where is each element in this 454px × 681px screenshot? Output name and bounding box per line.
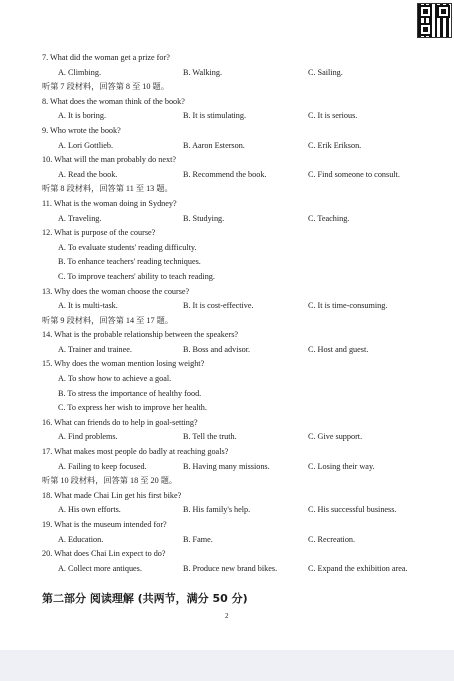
option-a: A. Trainer and trainee. [58,344,132,354]
question-stem: 11. What is the woman doing in Sydney? [42,198,177,208]
qr-code-icon [417,3,452,38]
option-row [42,533,422,548]
option-c: C. Host and guest. [308,344,369,354]
viewer-bottom-bar [0,650,454,681]
option-a: A. Find problems. [58,432,118,442]
question-stem: 8. What does the woman think of the book? [42,96,185,106]
listening-instruction: 听第 8 段材料，回答第 11 至 13 题。 [42,184,173,194]
question-stem: 9. Who wrote the book? [42,125,121,135]
option-a: A. Read the book. [58,169,118,179]
option-row [42,503,422,518]
option-c: C. Losing their way. [308,461,375,471]
option-line: B. To enhance teachers' reading techniques. [58,257,201,267]
listening-instruction: 听第 7 段材料，回答第 8 至 10 题。 [42,82,169,92]
option-a: A. Collect more antiques. [58,563,142,573]
listening-instruction: 听第 10 段材料，回答第 18 至 20 题。 [42,476,178,486]
option-row [42,460,422,475]
option-b: B. Studying. [183,213,225,223]
option-line: C. To express her wish to improve her health. [58,403,207,413]
option-line: B. To stress the importance of healthy food. [58,388,202,398]
option-c: C. Expand the exhibition area. [308,563,408,573]
option-b: B. It is cost-effective. [183,301,254,311]
option-a: A. Climbing. [58,67,101,77]
option-b: B. Having many missions. [183,461,270,471]
option-a: A. Education. [58,534,104,544]
option-c: C. It is serious. [308,111,358,121]
option-c: C. It is time-consuming. [308,301,388,311]
option-row [42,430,422,445]
question-stem: 10. What will the man probably do next? [42,155,177,165]
question-stem: 15. Why does the woman mention losing weight? [42,359,205,369]
question-stem: 20. What does Chai Lin expect to do? [42,549,166,559]
question-list [42,51,422,576]
option-row [42,299,422,314]
option-a: A. Lori Gottlieb. [58,140,114,150]
option-row [42,66,422,81]
option-b: B. Produce new brand bikes. [183,563,278,573]
section-heading: 第二部分 阅读理解 (共两节，满分 50 分) [42,592,248,605]
option-a: A. It is boring. [58,111,106,121]
question-stem: 17. What makes most people do badly at reaching goals? [42,447,229,457]
option-c: C. Erik Erikson. [308,140,362,150]
option-c: C. Teaching. [308,213,350,223]
option-b: B. It is stimulating. [183,111,247,121]
question-stem: 14. What is the probable relationship between the speakers? [42,330,239,340]
option-row [42,139,422,154]
option-c: C. Sailing. [308,67,343,77]
option-line: A. To show how to achieve a goal. [58,374,172,384]
option-b: B. Recommend the book. [183,169,267,179]
question-stem: 7. What did the woman get a prize for? [42,53,170,62]
option-b: B. His family's help. [183,505,251,515]
option-c: C. Recreation. [308,534,356,544]
option-b: B. Aaron Esterson. [183,140,245,150]
question-stem: 16. What can friends do to help in goal-setting? [42,417,198,427]
option-a: A. His own efforts. [58,505,121,515]
option-c: C. Give support. [308,432,363,442]
option-a: A. It is multi-task. [58,301,118,311]
option-row [42,212,422,227]
option-line: C. To improve teachers' ability to teach reading. [58,271,215,281]
option-line: A. To evaluate students' reading difficulty. [58,242,197,252]
option-b: B. Tell the truth. [183,432,237,442]
question-stem: 13. Why does the woman choose the course? [42,286,190,296]
question-stem: 12. What is purpose of the course? [42,228,156,238]
option-b: B. Walking. [183,67,222,77]
page-number: 2 [225,612,229,620]
option-b: B. Boss and advisor. [183,344,251,354]
option-row [42,562,422,577]
question-stem: 18. What made Chai Lin get his first bike? [42,490,182,500]
option-a: A. Failing to keep focused. [58,461,147,471]
option-row [42,343,422,358]
option-a: A. Traveling. [58,213,102,223]
option-c: C. Find someone to consult. [308,169,400,179]
listening-instruction: 听第 9 段材料，回答第 14 至 17 题。 [42,315,174,325]
option-row [42,109,422,124]
question-stem: 19. What is the museum intended for? [42,520,167,529]
option-b: B. Fame. [183,534,213,544]
option-row [42,168,422,183]
option-c: C. His successful business. [308,505,397,515]
